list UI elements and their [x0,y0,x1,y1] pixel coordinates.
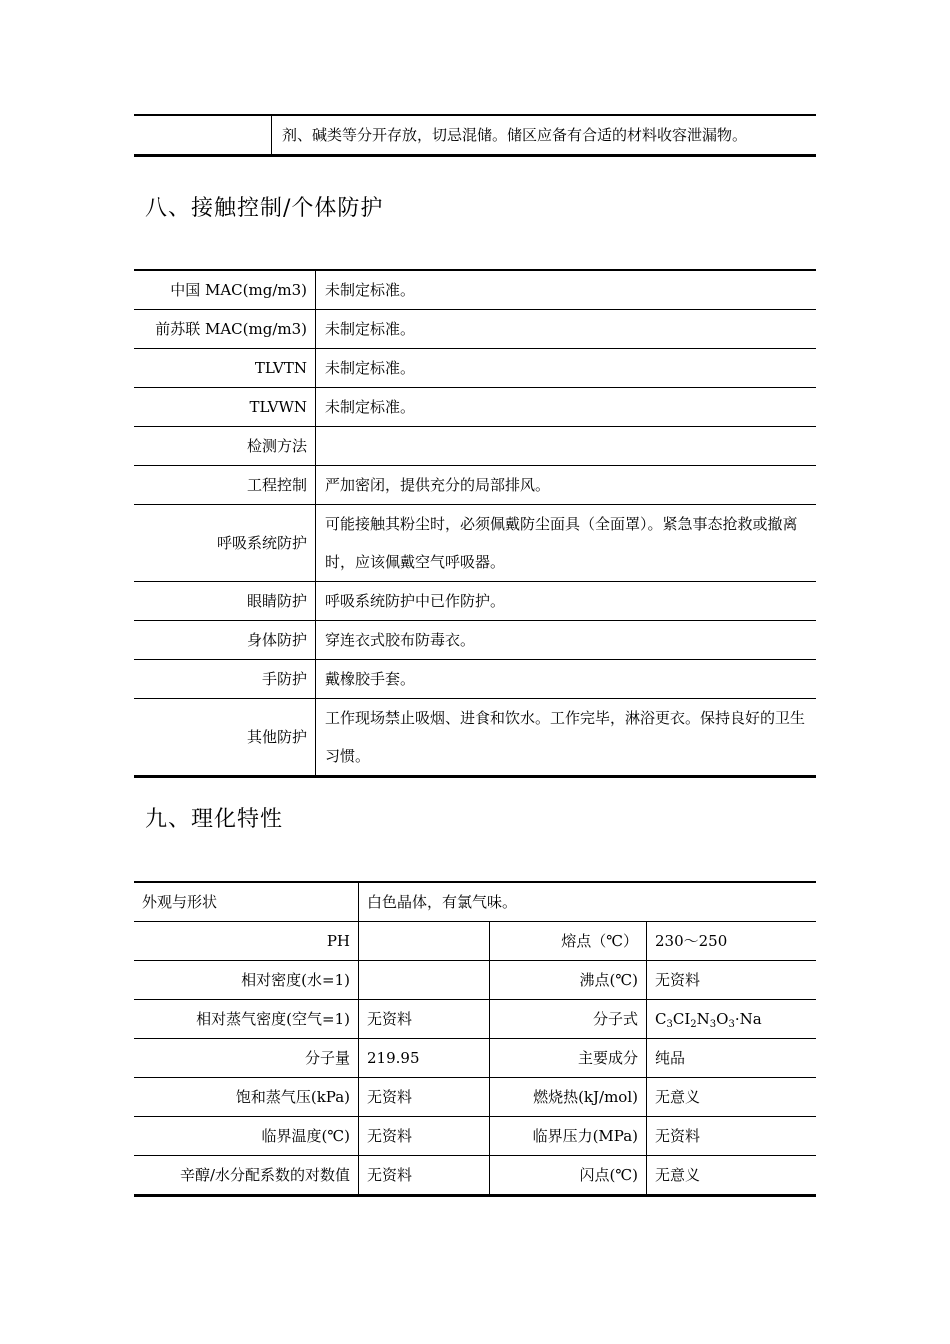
property-value: 无意义 [647,1078,817,1117]
formula-o: O [716,1009,729,1028]
row-value [316,427,817,466]
row-value: 未制定标准。 [316,349,817,388]
row-key: TLVTN [134,349,316,388]
row-value: 戴橡胶手套。 [316,660,817,699]
formula-cl-count: 2 [690,1018,697,1030]
table-row [134,582,816,621]
property-key: 闪点(℃) [490,1156,647,1196]
storage-continuation-table [134,114,816,157]
row-value: 工作现场禁止吸烟、进食和饮水。工作完毕，淋浴更衣。保持良好的卫生习惯。 [325,709,806,765]
table-row [134,961,816,1000]
property-value: 无资料 [359,1117,490,1156]
section-9-title: 九、理化特性 [145,807,284,832]
row-value: 可能接触其粉尘时，必须佩戴防尘面具（全面罩）。紧急事态抢救或撤离时，应该佩戴空气呼吸器。 [316,505,817,582]
table-row [134,310,816,349]
row-value: 呼吸系统防护中已作防护。 [316,582,817,621]
property-key: 临界温度(℃) [134,1117,359,1156]
row-value: 严加密闭，提供充分的局部排风。 [316,466,817,505]
table-row [134,1039,816,1078]
property-key: 燃烧热(kJ/mol) [490,1078,647,1117]
property-key: 沸点(℃) [490,961,647,1000]
formula-n-count: 3 [709,1018,717,1030]
row-value: 未制定标准。 [316,388,817,427]
property-value: 无意义 [655,1165,701,1184]
formula-c-count: 3 [666,1018,673,1030]
property-key: 分子式 [490,1000,647,1039]
property-value: 纯品 [647,1039,817,1078]
formula-o-count: 3 [728,1018,735,1030]
property-value: 无资料 [359,1156,490,1196]
row-value: 未制定标准。 [316,270,817,310]
property-value: 无资料 [359,1000,490,1039]
table-row [134,660,816,699]
exposure-control-table [134,269,816,778]
table-row [134,1156,816,1196]
table-row [134,621,816,660]
property-key: 临界压力(MPa) [490,1117,647,1156]
property-value [359,961,490,1000]
appearance-key: 外观与形状 [134,882,359,922]
property-key: 相对蒸气密度(空气=1) [134,1000,359,1039]
row-key: 检测方法 [134,427,316,466]
physical-properties-table [134,881,816,1197]
row-key: 前苏联 MAC(mg/m3) [134,310,316,349]
table-row [134,388,816,427]
row-key: 工程控制 [134,466,316,505]
property-value: 无资料 [359,1078,490,1117]
formula-rest: ·Na [734,1009,762,1028]
row-value: 未制定标准。 [316,310,817,349]
table-row [134,349,816,388]
property-key: 主要成分 [490,1039,647,1078]
table-row [134,1000,816,1039]
formula-c: C [655,1009,667,1028]
table-row [134,427,816,466]
property-value: 无资料 [647,1117,817,1156]
row-key: 中国 MAC(mg/m3) [134,270,316,310]
table-row [134,1078,816,1117]
property-key: 分子量 [134,1039,359,1078]
row-key: 手防护 [134,660,316,699]
row-key: 眼睛防护 [134,582,316,621]
table-row [134,922,816,961]
table-row [134,699,816,777]
property-value: 219.95 [359,1039,490,1078]
row-key: 身体防护 [134,621,316,660]
property-key: 相对密度(水=1) [134,961,359,1000]
table-row [134,115,816,156]
empty-cell [134,115,272,156]
table-row [134,882,816,922]
property-value: 无资料 [647,961,817,1000]
formula-n: N [696,1009,710,1028]
property-key: 辛醇/水分配系数的对数值 [134,1156,359,1196]
property-value: 230～250 [647,922,817,961]
property-key: 熔点（℃） [490,922,647,961]
molecular-formula [647,1000,817,1039]
storage-text: 剂、碱类等分开存放，切忌混储。储区应备有合适的材料收容泄漏物。 [282,125,748,144]
table-row [134,505,816,582]
row-key: 呼吸系统防护 [134,505,316,582]
row-value: 穿连衣式胶布防毒衣。 [316,621,817,660]
property-key: 饱和蒸气压(kPa) [134,1078,359,1117]
row-key: TLVWN [134,388,316,427]
table-row [134,1117,816,1156]
table-row [134,270,816,310]
section-8-title: 八、接触控制/个体防护 [145,196,384,221]
row-key: 其他防护 [134,699,316,777]
table-row [134,466,816,505]
formula-cl: CI [672,1009,691,1028]
appearance-value: 白色晶体，有氯气味。 [359,882,817,922]
property-key: PH [134,922,359,961]
property-value [359,922,490,961]
